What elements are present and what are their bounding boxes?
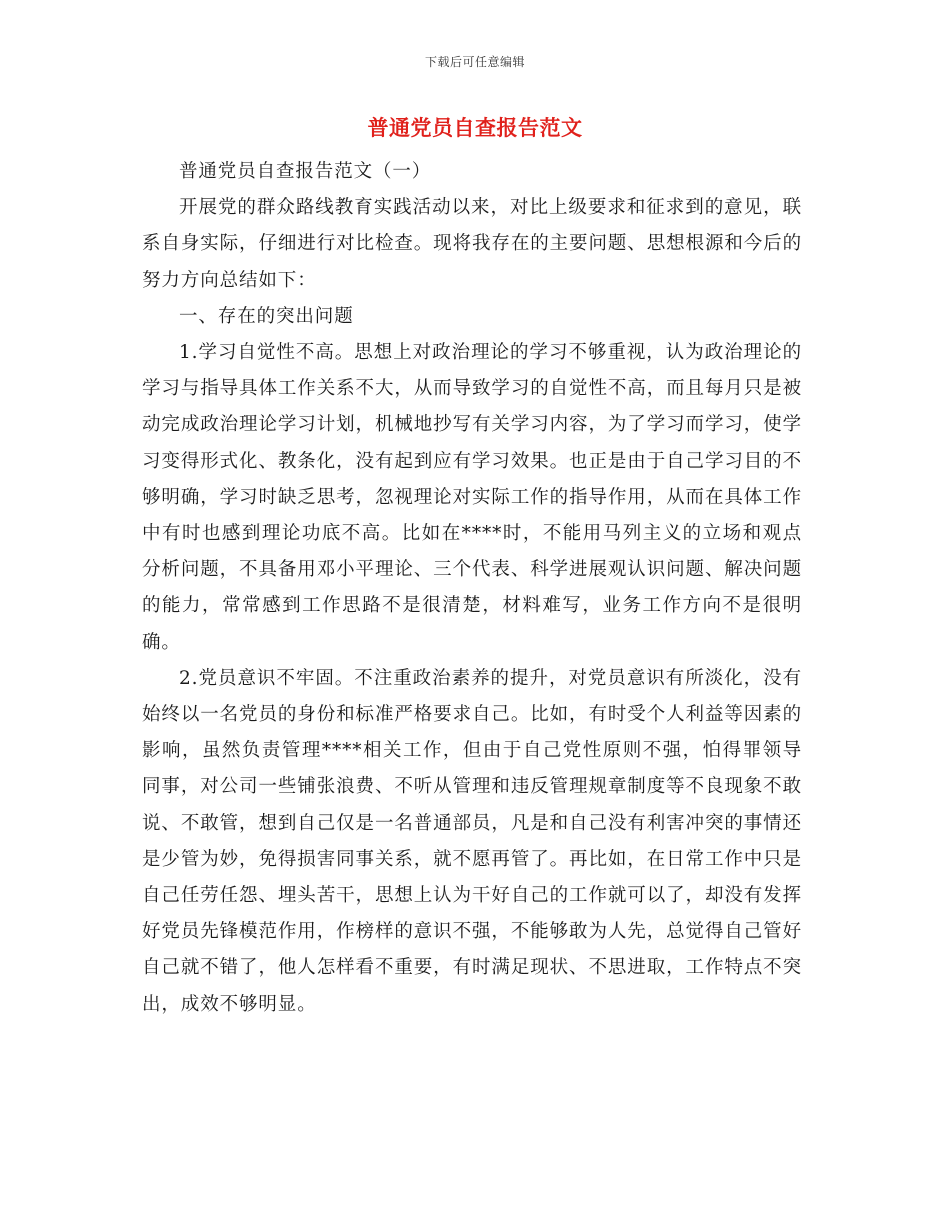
section-heading: 一、存在的突出问题 [179,305,354,327]
paragraph-item-1: 1.学习自觉性不高。思想上对政治理论的学习不够重视，认为政治理论的学习与指导具体工作关系不大，从而导致学习的自觉性不高，而且每月只是被动完成政治理论学习计划，机械地抄写有关学习内容，为了学习而学习，使学习变得形式化、教条化，没有起到应有学习效果。也正是由于自己学习目的不够明确，学习时缺乏思考，忽视理论对实际工作的指导作用，从而在具体工作中有时也感到理论功底不高。比如在****时，不能用马列主义的立场和观点分析问题，不具备用邓小平理论、三个代表、科学进展观认识问题、解决问题的能力，常常感到工作思路不是很清楚，材料难写，业务工作方向不是很明确。 [142,342,802,653]
paragraph-item-2: 2.党员意识不牢固。不注重政治素养的提升，对党员意识有所淡化，没有始终以一名党员的身份和标准严格要求自己。比如，有时受个人利益等因素的影响，虽然负责管理****相关工作，但由于自己党性原则不强，怕得罪领导同事，对公司一些铺张浪费、不听从管理和违反管理规章制度等不良现象不敢说、不敢管，想到自己仅是一名普通部员，凡是和自己没有利害冲突的事情还是少管为妙，免得损害同事关系，就不愿再管了。再比如，在日常工作中只是自己任劳任怨、埋头苦干，思想上认为干好自己的工作就可以了，却没有发挥好党员先锋模范作用，作榜样的意识不强，不能够敢为人先，总觉得自己管好自己就不错了，他人怎样看不重要，有时满足现状、不思进取，工作特点不突出，成效不够明显。 [142,667,802,1015]
document-body [142,154,802,1023]
paragraph-subtitle: 普通党员自查报告范文（一） [179,161,432,182]
header-note: 下载后可任意编辑 [424,55,525,69]
document-title: 普通党员自查报告范文 [367,115,583,140]
paragraph-intro: 开展党的群众路线教育实践活动以来，对比上级要求和征求到的意见，联系自身实际，仔细进行对比检查。现将我存在的主要问题、思想根源和今后的努力方向总结如下： [142,197,802,291]
